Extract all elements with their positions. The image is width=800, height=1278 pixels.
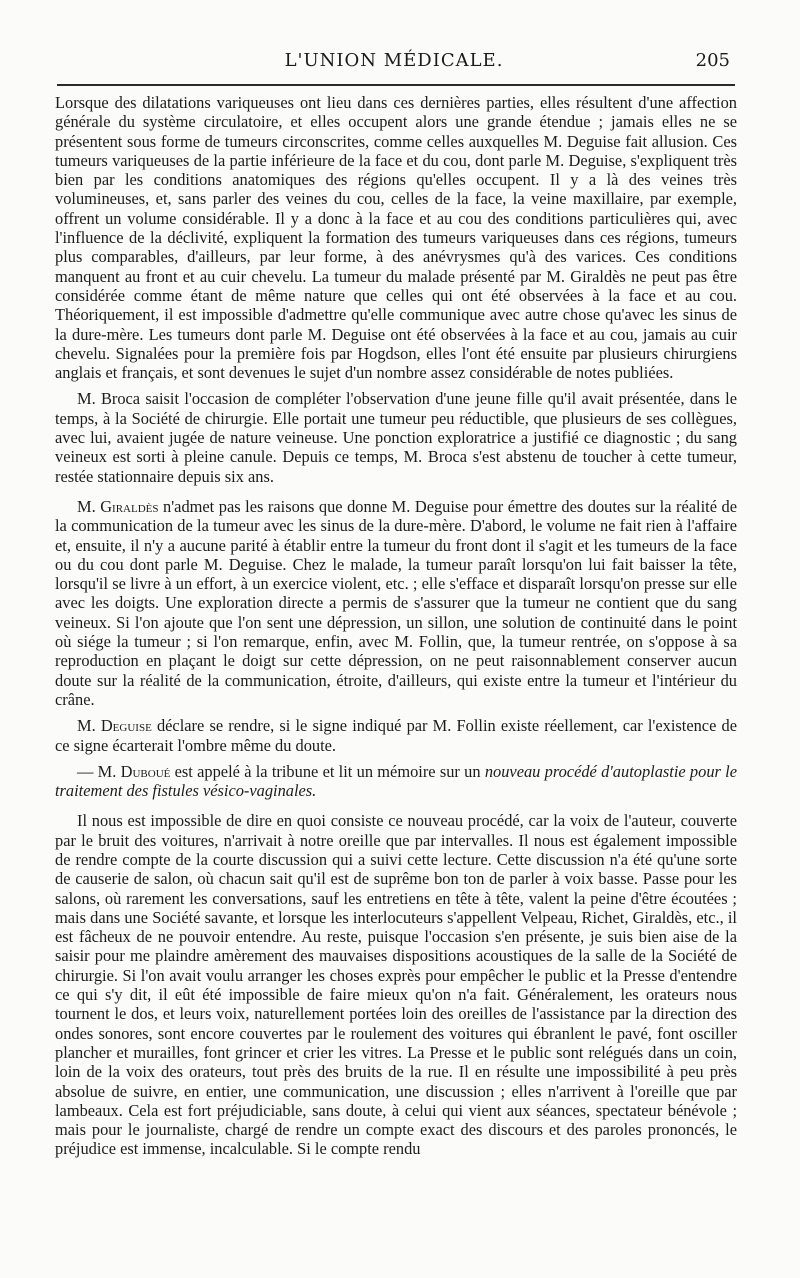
paragraph-text: M. Broca saisit l'occasion de compléter l'observation d'une jeune fille qu'il avait présentée, dans le temps, à la Société de chirurgie. Elle portait une tumeur peu réductible, que plusieurs de ses collègues, avec lui, avaient jugée de nature veineuse. Une ponction exploratrice a justifié ce diagnostic ; du sang veineux est sorti à pleine canule. Depuis ce temps, M. Broca s'est abstenu de toucher à cette tumeur, restée stationnaire depuis six ans. — [55, 389, 737, 486]
paragraph-text: n'admet pas les raisons que donne M. Deguise pour émettre des doutes sur la réalité de la communication de la tumeur avec les sinus de la dure-mère. D'abord, le volume ne fait rien à l'affaire et, ensuite, il n'y a aucune parité à établir entre la tumeur du front dont il s'agit et les tumeurs de la face ou du cou dont parle M. Deguise. Chez le malade, la tumeur paraît lorsqu'on lui fait baisser la tête, lorsqu'il se livre à un effort, à un exercice violent, etc. ; elle s'efface et disparaît lorsqu'on presse sur elle avec les doigts. Une exploration directe a permis de s'assurer que la tumeur ne contient que du sang veineux. Si l'on ajoute que l'on sent une dépression, un sillon, une solution de continuité dans le point où siége la tumeur ; si l'on remarque, enfin, avec M. Follin, que, la tumeur rentrée, on s'oppose à sa reproduction en plaçant le doigt sur cette dépression, on ne peut raisonnablement conserver aucun doute sur la réalité de la communication, étroite, d'ailleurs, qui existe entre la tumeur et l'intérieur du crâne. — [55, 496, 737, 709]
paragraph-giraldes — [55, 497, 737, 709]
running-title: L'UNION MÉDICALE. — [284, 50, 504, 71]
paragraph-duboue — [55, 762, 737, 801]
article-body — [55, 93, 737, 1159]
dash-prefix: — M. — [77, 761, 121, 781]
page-header — [52, 44, 736, 80]
paragraph-varices — [55, 93, 737, 382]
memoir-title: nouveau procédé d'autoplastie pour le traitement des fistules vésico-vaginales. — [55, 761, 738, 801]
paragraph-text: est appelé à la tribune et lit un mémoire sur un — [170, 761, 485, 781]
header-rule — [57, 84, 735, 86]
paragraph-text: déclare se rendre, si le signe indiqué par M. Follin existe réellement, car l'existence de ce signe écarterait l'ombre même du doute. — [55, 716, 737, 755]
speaker-name: Duboué — [120, 761, 171, 781]
paragraph-text: Lorsque des dilatations variqueuses ont lieu dans ces dernières parties, elles résultent d'une affection générale du système circulatoire, et elles occupent alors une grande étendue ; jamais elles ne se présentent sous forme de tumeurs circonscrites, comme celles auxquelles M. Deguise fait allusion. Ces tumeurs variqueuses de la partie inférieure de la face et du cou, dont parle M. Deguise, s'expliquent très bien par les conditions anatomiques des régions qu'elles occupent. Il y a là des veines très volumineuses, et, sans parler des veines du cou, celles de la face, la veine maxillaire, par exemple, offrent un volume considérable. Il y a donc à la face et au cou des conditions particulières qui, avec l'influence de la déclivité, expliquent la formation des tumeurs variqueuses dans ces régions, tumeurs plus comparables, d'ailleurs, par leur forme, à des anévrysmes qu'à des varices. Ces conditions manquent au front et au cuir chevelu. La tumeur du malade présenté par M. Giraldès ne peut pas être considérée comme étant de même nature que celles qui ont été observées à la face et au cou. Théoriquement, il est impossible d'admettre qu'elle communique avec autre chose qu'avec les sinus de la dure-mère. Les tumeurs dont parle M. Deguise ont été observées à la face et au cou, jamais au cuir chevelu. Signalées pour la première fois par Hogdson, elles l'ont été ensuite par plusieurs chirurgiens anglais et français, et sont devenues le sujet d'un nombre assez considérable de notes publiées. — [55, 93, 737, 383]
paragraph-text: Il nous est impossible de dire en quoi consiste ce nouveau procédé, car la voix de l'auteur, couverte par le bruit des voitures, n'arrivait à notre oreille que par intervalles. Il nous est également impossible de rendre compte de la courte discussion qui a suivi cette lecture. Cette discussion n'a été qu'une sorte de causerie de salon, où chacun sait qu'il est de suprême bon ton de parler à voix basse. Passe pour les salons, où rarement les conversations, sauf les entretiens en tête à tête, valent la peine d'être écoutées ; mais dans une Société savante, et lorsque les interlocuteurs s'appellent Velpeau, Richet, Giraldès, etc., il est fâcheux de ne pouvoir entendre. Au reste, puisque l'occasion s'en présente, je suis bien aise de la saisir pour me plaindre amèrement des mauvaises dispositions acoustiques de la salle de la Société de chirurgie. Si l'on avait voulu arranger les choses exprès pour empêcher le public et la Presse d'entendre ce qui s'y dit, il eût été impossible de faire mieux qu'on n'a fait. Généralement, les orateurs nous tournent le dos, et leurs voix, naturellement portées loin des oreilles de l'assistance par la direction des ondes sonores, sont encore couvertes par le roulement des voitures qui ébranlent le pavé, font osciller plancher et murailles, font grincer et crier les vitres. La Presse et le public sont relégués dans un coin, loin de la voix des orateurs, tout près des bruits de la rue. Il en résulte une impossibilité à peu près absolue de suivre, en entier, une communication, une discussion ; elles n'arrivent à l'oreille que par lambeaux. Cela est fort préjudiciable, sans doute, à celui qui vient aux séances, spectateur bénévole ; mais pour le journaliste, chargé de rendre un compte exact des discours et des paroles prononcés, le préjudice est immense, incalculable. Si le compte rendu — [55, 811, 737, 1159]
paragraph-commentary — [55, 811, 737, 1158]
speaker-name: M. Giraldès — [77, 496, 159, 516]
page-number: 205 — [695, 50, 730, 71]
paragraph-deguise — [55, 716, 737, 755]
speaker-name: M. Deguise — [77, 716, 152, 736]
paragraph-broca — [55, 389, 737, 485]
